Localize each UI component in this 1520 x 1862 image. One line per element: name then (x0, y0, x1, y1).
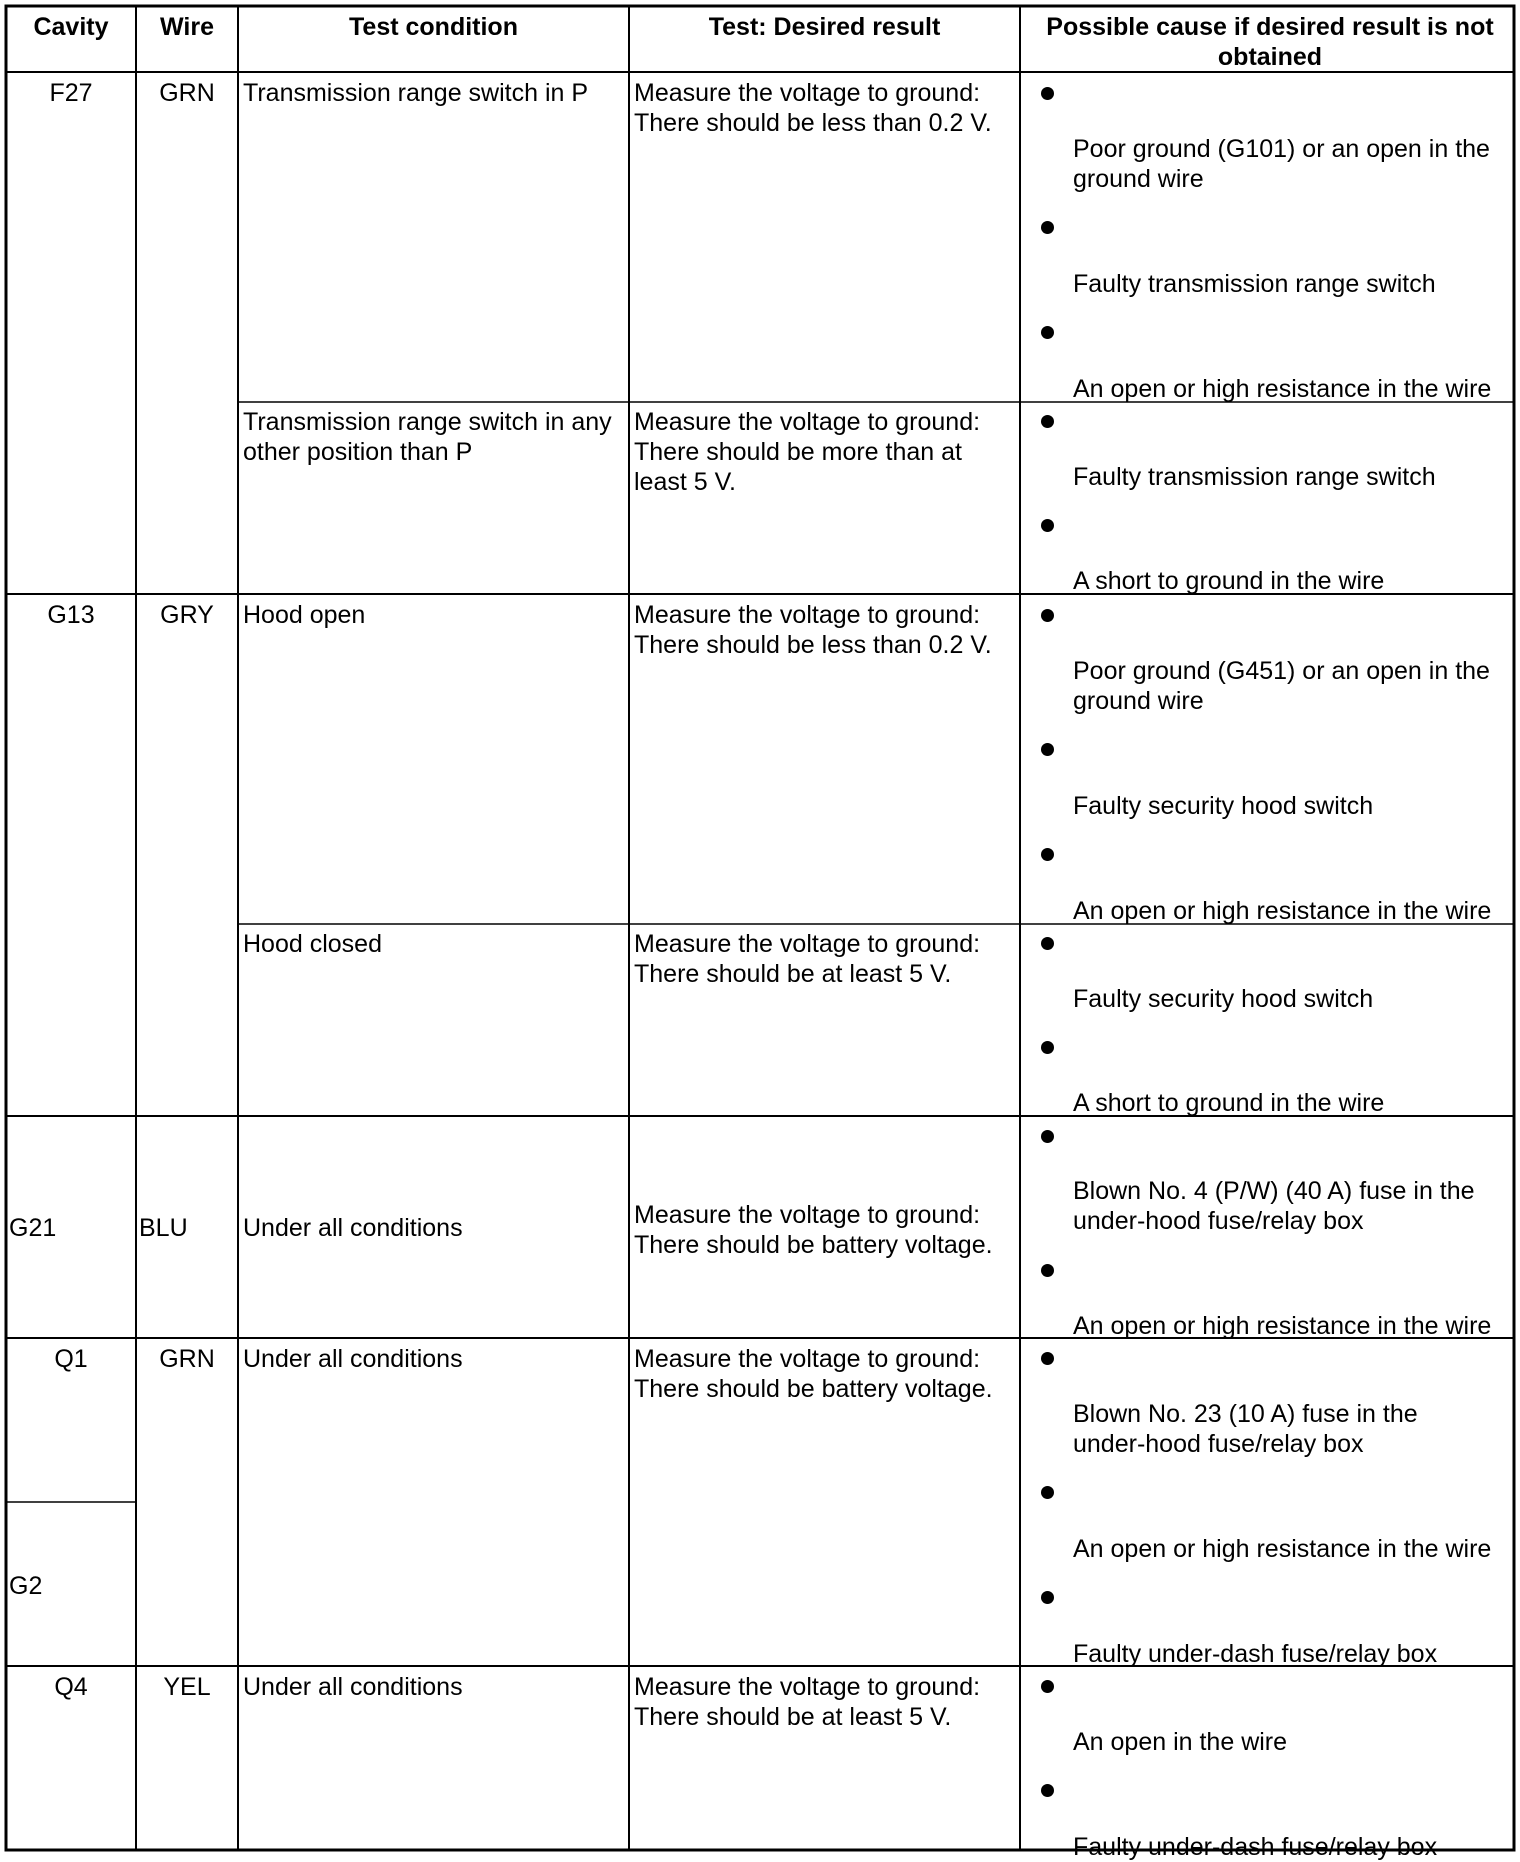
bullet-icon (1041, 1041, 1054, 1054)
header-desired-result: Test: Desired result (708, 13, 941, 41)
possible-cause: A short to ground in the wire (1073, 567, 1385, 595)
header-test-condition: Test condition (349, 13, 518, 41)
possible-cause: An open or high resistance in the wire (1073, 897, 1492, 925)
desired-result: Measure the voltage to ground: There should be less than 0.2 V. (634, 79, 992, 137)
possible-cause: Faulty under-dash fuse/relay box (1073, 1640, 1438, 1668)
wire-g13: GRY (160, 601, 214, 629)
bullet-icon (1041, 743, 1054, 756)
bullet-icon (1041, 415, 1054, 428)
bullet-icon (1041, 221, 1054, 234)
possible-cause: A short to ground in the wire (1073, 1089, 1385, 1117)
header-wire: Wire (160, 13, 214, 41)
possible-cause: Faulty transmission range switch (1073, 270, 1436, 298)
test-condition: Transmission range switch in P (243, 79, 589, 107)
possible-cause: Poor ground (G101) or an open in the ground wire (1073, 135, 1490, 193)
test-condition: Under all conditions (243, 1345, 463, 1373)
bullet-icon (1041, 519, 1054, 532)
bullet-icon (1041, 1130, 1054, 1143)
wire-q4: YEL (163, 1673, 211, 1701)
header-possible-cause: Possible cause if desired result is not obtained (1046, 13, 1494, 71)
bullet-icon (1041, 609, 1054, 622)
test-condition: Hood closed (243, 930, 382, 958)
desired-result: Measure the voltage to ground: There should be more than at least 5 V. (634, 408, 981, 496)
header-cavity: Cavity (33, 13, 109, 41)
possible-cause: An open or high resistance in the wire (1073, 1535, 1492, 1563)
cavity-f27: F27 (49, 79, 93, 107)
desired-result: Measure the voltage to ground: There should be less than 0.2 V. (634, 601, 992, 659)
bullet-icon (1041, 848, 1054, 861)
bullet-icon (1041, 1591, 1054, 1604)
possible-cause: Faulty security hood switch (1073, 985, 1374, 1013)
desired-result: Measure the voltage to ground: There should be at least 5 V. (634, 1673, 981, 1731)
desired-result: Measure the voltage to ground: There should be at least 5 V. (634, 930, 981, 988)
bullet-icon (1041, 1784, 1054, 1797)
cavity-g2: G2 (9, 1572, 43, 1600)
bullet-icon (1041, 326, 1054, 339)
bullet-icon (1041, 87, 1054, 100)
desired-result: Measure the voltage to ground: There should be battery voltage. (634, 1201, 993, 1259)
test-condition: Hood open (243, 601, 366, 629)
wire-f27: GRN (159, 79, 215, 107)
bullet-icon (1041, 1680, 1054, 1693)
possible-cause: Poor ground (G451) or an open in the ground wire (1073, 657, 1490, 715)
cavity-g21: G21 (9, 1214, 57, 1242)
desired-result: Measure the voltage to ground: There should be battery voltage. (634, 1345, 993, 1403)
possible-cause: Faulty transmission range switch (1073, 463, 1436, 491)
wire-q1-g2: GRN (159, 1345, 215, 1373)
possible-cause: An open in the wire (1073, 1728, 1288, 1756)
test-condition: Transmission range switch in any other position than P (243, 408, 612, 466)
possible-cause: An open or high resistance in the wire (1073, 375, 1492, 403)
bullet-icon (1041, 1352, 1054, 1365)
bullet-icon (1041, 1264, 1054, 1277)
bullet-icon (1041, 1486, 1054, 1499)
possible-cause: Blown No. 23 (10 A) fuse in the under-hood fuse/relay box (1073, 1400, 1418, 1458)
cavity-q4: Q4 (54, 1673, 88, 1701)
possible-cause: Faulty security hood switch (1073, 792, 1374, 820)
possible-cause: Faulty under-dash fuse/relay box (1073, 1833, 1438, 1861)
possible-cause: Blown No. 4 (P/W) (40 A) fuse in the under-hood fuse/relay box (1073, 1177, 1475, 1235)
cavity-q1: Q1 (54, 1345, 88, 1373)
cavity-g13: G13 (47, 601, 95, 629)
test-condition: Under all conditions (243, 1214, 463, 1242)
possible-cause: An open or high resistance in the wire (1073, 1312, 1492, 1340)
bullet-icon (1041, 937, 1054, 950)
test-condition: Under all conditions (243, 1673, 463, 1701)
wire-g21: BLU (139, 1214, 188, 1242)
